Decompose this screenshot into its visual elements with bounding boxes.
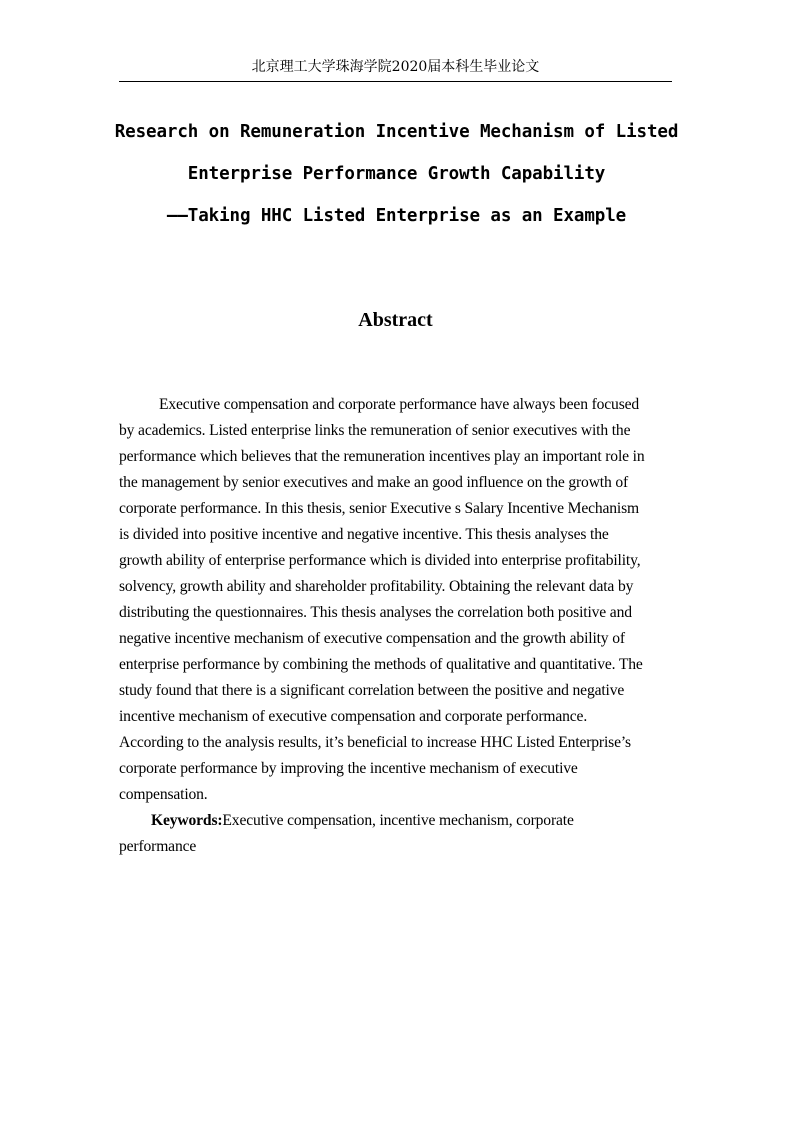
- title-line-3: ——Taking HHC Listed Enterprise as an Example: [166, 206, 627, 226]
- abstract-line: distributing the questionnaires. This thesis analyses the correlation both positive and: [119, 604, 632, 621]
- abstract-line: is divided into positive incentive and negative incentive. This thesis analyses the: [119, 526, 609, 543]
- abstract-line: incentive mechanism of executive compensation and corporate performance.: [119, 708, 588, 725]
- paper-title: [90, 111, 703, 237]
- abstract-line: the management by senior executives and make an good influence on the growth of: [119, 474, 629, 491]
- abstract-line: According to the analysis results, it’s beneficial to increase HHC Listed Enterprise’s: [119, 734, 631, 751]
- abstract-line: negative incentive mechanism of executive compensation and the growth ability of: [119, 630, 625, 647]
- title-line-1: Research on Remuneration Incentive Mechanism of Listed: [114, 122, 679, 142]
- keywords-continuation: performance: [119, 838, 197, 855]
- abstract-line: study found that there is a significant correlation between the positive and negative: [119, 682, 625, 699]
- keywords-label: Keywords:: [151, 812, 223, 829]
- abstract-line: compensation.: [119, 786, 208, 803]
- keywords-text: Executive compensation, incentive mechanism, corporate: [222, 812, 574, 829]
- abstract-line: by academics. Listed enterprise links the remuneration of senior executives with the: [119, 422, 631, 439]
- keywords-line: [119, 808, 672, 834]
- abstract-line: growth ability of enterprise performance which is divided into enterprise profitability,: [119, 552, 641, 569]
- abstract-line: enterprise performance by combining the methods of qualitative and quantitative. The: [119, 656, 643, 673]
- abstract-line: corporate performance. In this thesis, senior Executive s Salary Incentive Mechanism: [119, 500, 640, 517]
- header-rule: [119, 81, 672, 82]
- abstract-line: performance which believes that the remuneration incentives play an important role in: [119, 448, 645, 465]
- abstract-line: corporate performance by improving the incentive mechanism of executive: [119, 760, 578, 777]
- abstract-heading: Abstract: [358, 309, 433, 331]
- abstract-line: Executive compensation and corporate performance have always been focused: [159, 396, 640, 413]
- running-header: 北京理工大学珠海学院2020届本科生毕业论文: [251, 59, 540, 75]
- title-line-2: Enterprise Performance Growth Capability: [187, 164, 606, 184]
- abstract-line: solvency, growth ability and shareholder profitability. Obtaining the relevant data by: [119, 578, 634, 595]
- abstract-body: [119, 392, 672, 860]
